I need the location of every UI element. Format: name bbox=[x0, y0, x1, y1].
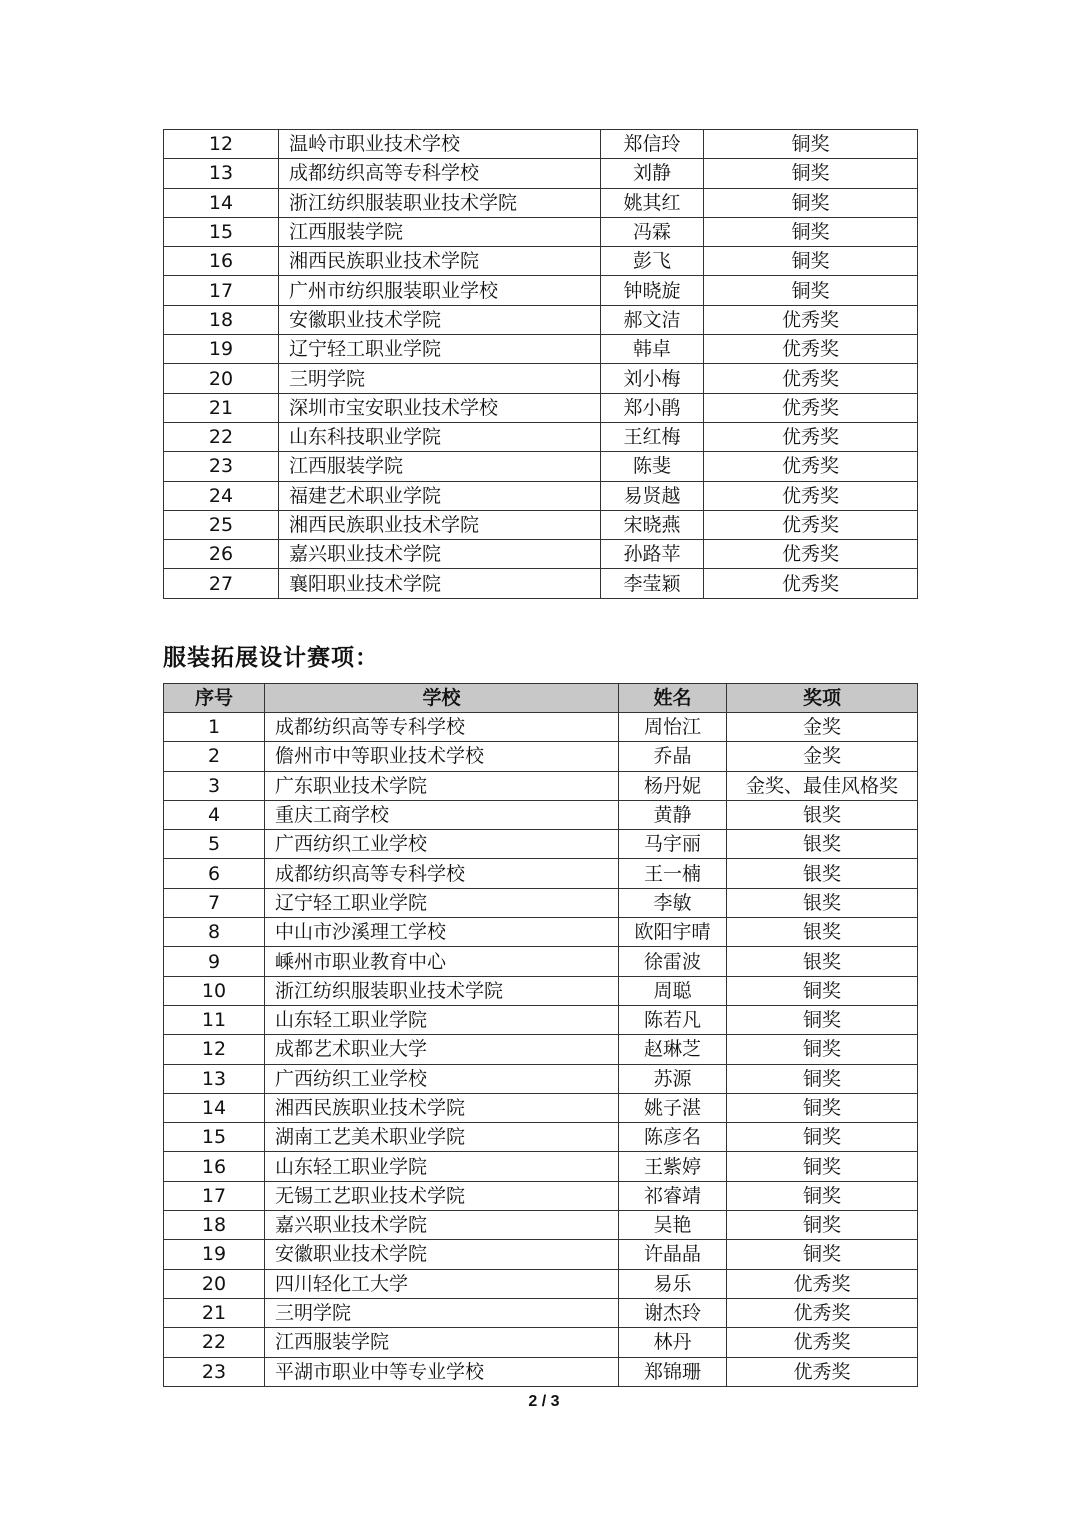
cell-index: 4 bbox=[164, 800, 265, 829]
cell-award: 优秀奖 bbox=[704, 335, 918, 364]
cell-school: 安徽职业技术学院 bbox=[279, 305, 601, 334]
table-row bbox=[164, 393, 918, 422]
cell-name: 陈斐 bbox=[601, 452, 704, 481]
cell-school: 成都纺织高等专科学校 bbox=[279, 159, 601, 188]
awards-table-continued bbox=[163, 129, 918, 599]
cell-index: 15 bbox=[164, 217, 279, 246]
cell-name: 陈彦名 bbox=[619, 1123, 727, 1152]
cell-school: 四川轻化工大学 bbox=[265, 1269, 619, 1298]
cell-index: 15 bbox=[164, 1123, 265, 1152]
cell-award: 优秀奖 bbox=[704, 452, 918, 481]
table-row bbox=[164, 452, 918, 481]
cell-school: 湘西民族职业技术学院 bbox=[279, 247, 601, 276]
cell-index: 20 bbox=[164, 364, 279, 393]
cell-school: 江西服装学院 bbox=[279, 452, 601, 481]
cell-index: 1 bbox=[164, 713, 265, 742]
cell-index: 7 bbox=[164, 888, 265, 917]
cell-award: 铜奖 bbox=[704, 217, 918, 246]
cell-school: 广西纺织工业学校 bbox=[265, 1064, 619, 1093]
cell-index: 12 bbox=[164, 1035, 265, 1064]
cell-name: 郑小鹃 bbox=[601, 393, 704, 422]
cell-index: 5 bbox=[164, 830, 265, 859]
header-name: 姓名 bbox=[619, 684, 727, 713]
page-number: 2 / 3 bbox=[528, 1393, 560, 1410]
cell-award: 优秀奖 bbox=[727, 1269, 918, 1298]
cell-index: 6 bbox=[164, 859, 265, 888]
cell-award: 铜奖 bbox=[727, 1181, 918, 1210]
cell-award: 铜奖 bbox=[704, 247, 918, 276]
cell-school: 成都艺术职业大学 bbox=[265, 1035, 619, 1064]
cell-school: 广西纺织工业学校 bbox=[265, 830, 619, 859]
section-title: 服装拓展设计赛项： bbox=[163, 645, 379, 671]
cell-name: 易乐 bbox=[619, 1269, 727, 1298]
cell-school: 温岭市职业技术学校 bbox=[279, 130, 601, 159]
cell-award: 优秀奖 bbox=[704, 540, 918, 569]
cell-index: 13 bbox=[164, 1064, 265, 1093]
cell-index: 3 bbox=[164, 771, 265, 800]
table-row bbox=[164, 742, 918, 771]
table-row bbox=[164, 510, 918, 539]
cell-school: 广州市纺织服装职业学校 bbox=[279, 276, 601, 305]
cell-school: 江西服装学院 bbox=[265, 1328, 619, 1357]
cell-name: 姚其红 bbox=[601, 188, 704, 217]
cell-school: 三明学院 bbox=[279, 364, 601, 393]
cell-award: 银奖 bbox=[727, 918, 918, 947]
table-row bbox=[164, 1005, 918, 1034]
cell-school: 三明学院 bbox=[265, 1298, 619, 1327]
cell-index: 21 bbox=[164, 1298, 265, 1327]
cell-award: 铜奖 bbox=[704, 276, 918, 305]
table-row bbox=[164, 569, 918, 598]
table-header-row bbox=[164, 684, 918, 713]
cell-school: 山东轻工职业学院 bbox=[265, 1005, 619, 1034]
cell-name: 易贤越 bbox=[601, 481, 704, 510]
cell-index: 12 bbox=[164, 130, 279, 159]
cell-index: 14 bbox=[164, 188, 279, 217]
cell-award: 铜奖 bbox=[727, 1005, 918, 1034]
cell-index: 22 bbox=[164, 422, 279, 451]
cell-index: 17 bbox=[164, 276, 279, 305]
cell-school: 辽宁轻工职业学院 bbox=[265, 888, 619, 917]
table-row bbox=[164, 364, 918, 393]
cell-name: 周怡江 bbox=[619, 713, 727, 742]
cell-index: 21 bbox=[164, 393, 279, 422]
cell-name: 林丹 bbox=[619, 1328, 727, 1357]
cell-name: 李敏 bbox=[619, 888, 727, 917]
table-row bbox=[164, 188, 918, 217]
table-row bbox=[164, 1123, 918, 1152]
cell-name: 马宇丽 bbox=[619, 830, 727, 859]
table-row bbox=[164, 888, 918, 917]
cell-award: 优秀奖 bbox=[704, 305, 918, 334]
cell-award: 银奖 bbox=[727, 800, 918, 829]
cell-award: 优秀奖 bbox=[704, 422, 918, 451]
cell-name: 陈若凡 bbox=[619, 1005, 727, 1034]
cell-index: 23 bbox=[164, 452, 279, 481]
table-row bbox=[164, 1035, 918, 1064]
cell-name: 孙路苹 bbox=[601, 540, 704, 569]
table-row bbox=[164, 1152, 918, 1181]
cell-index: 8 bbox=[164, 918, 265, 947]
cell-index: 25 bbox=[164, 510, 279, 539]
cell-school: 无锡工艺职业技术学院 bbox=[265, 1181, 619, 1210]
cell-index: 19 bbox=[164, 1240, 265, 1269]
table-row bbox=[164, 771, 918, 800]
table-row bbox=[164, 130, 918, 159]
cell-name: 郝文洁 bbox=[601, 305, 704, 334]
cell-school: 安徽职业技术学院 bbox=[265, 1240, 619, 1269]
cell-name: 韩卓 bbox=[601, 335, 704, 364]
cell-award: 铜奖 bbox=[704, 188, 918, 217]
cell-school: 福建艺术职业学院 bbox=[279, 481, 601, 510]
cell-award: 铜奖 bbox=[727, 1211, 918, 1240]
cell-award: 银奖 bbox=[727, 859, 918, 888]
cell-school: 辽宁轻工职业学院 bbox=[279, 335, 601, 364]
cell-name: 郑锦珊 bbox=[619, 1357, 727, 1386]
cell-school: 中山市沙溪理工学校 bbox=[265, 918, 619, 947]
cell-school: 重庆工商学校 bbox=[265, 800, 619, 829]
cell-award: 优秀奖 bbox=[704, 393, 918, 422]
cell-index: 26 bbox=[164, 540, 279, 569]
cell-award: 优秀奖 bbox=[704, 510, 918, 539]
cell-award: 优秀奖 bbox=[727, 1357, 918, 1386]
cell-award: 铜奖 bbox=[727, 1152, 918, 1181]
cell-school: 湘西民族职业技术学院 bbox=[279, 510, 601, 539]
table-row bbox=[164, 800, 918, 829]
cell-award: 铜奖 bbox=[704, 159, 918, 188]
cell-name: 赵琳芝 bbox=[619, 1035, 727, 1064]
cell-index: 20 bbox=[164, 1269, 265, 1298]
cell-index: 24 bbox=[164, 481, 279, 510]
table-row bbox=[164, 859, 918, 888]
cell-school: 山东轻工职业学院 bbox=[265, 1152, 619, 1181]
header-school: 学校 bbox=[265, 684, 619, 713]
cell-name: 刘静 bbox=[601, 159, 704, 188]
cell-name: 李莹颖 bbox=[601, 569, 704, 598]
table-row bbox=[164, 305, 918, 334]
table-row bbox=[164, 830, 918, 859]
cell-name: 谢杰玲 bbox=[619, 1298, 727, 1327]
cell-award: 银奖 bbox=[727, 947, 918, 976]
cell-name: 王紫婷 bbox=[619, 1152, 727, 1181]
table-row bbox=[164, 335, 918, 364]
cell-school: 嘉兴职业技术学院 bbox=[279, 540, 601, 569]
cell-index: 13 bbox=[164, 159, 279, 188]
cell-school: 深圳市宝安职业技术学校 bbox=[279, 393, 601, 422]
cell-award: 铜奖 bbox=[727, 1240, 918, 1269]
table-row bbox=[164, 1328, 918, 1357]
table-row bbox=[164, 918, 918, 947]
cell-index: 9 bbox=[164, 947, 265, 976]
table-row bbox=[164, 1211, 918, 1240]
cell-school: 嘉兴职业技术学院 bbox=[265, 1211, 619, 1240]
cell-school: 广东职业技术学院 bbox=[265, 771, 619, 800]
cell-name: 刘小梅 bbox=[601, 364, 704, 393]
cell-award: 优秀奖 bbox=[704, 569, 918, 598]
cell-award: 优秀奖 bbox=[704, 481, 918, 510]
cell-school: 成都纺织高等专科学校 bbox=[265, 859, 619, 888]
header-award: 奖项 bbox=[727, 684, 918, 713]
cell-school: 襄阳职业技术学院 bbox=[279, 569, 601, 598]
extension-design-awards-table bbox=[163, 683, 918, 1387]
cell-index: 19 bbox=[164, 335, 279, 364]
table-row bbox=[164, 713, 918, 742]
cell-award: 铜奖 bbox=[704, 130, 918, 159]
cell-index: 10 bbox=[164, 976, 265, 1005]
table-row bbox=[164, 1298, 918, 1327]
cell-name: 苏源 bbox=[619, 1064, 727, 1093]
table-row bbox=[164, 1093, 918, 1122]
table-row bbox=[164, 481, 918, 510]
cell-name: 欧阳宇晴 bbox=[619, 918, 727, 947]
cell-name: 徐雷波 bbox=[619, 947, 727, 976]
cell-name: 黄静 bbox=[619, 800, 727, 829]
cell-name: 吴艳 bbox=[619, 1211, 727, 1240]
table-row bbox=[164, 1269, 918, 1298]
cell-index: 14 bbox=[164, 1093, 265, 1122]
cell-school: 成都纺织高等专科学校 bbox=[265, 713, 619, 742]
cell-index: 11 bbox=[164, 1005, 265, 1034]
cell-name: 王一楠 bbox=[619, 859, 727, 888]
table-row bbox=[164, 540, 918, 569]
table-row bbox=[164, 247, 918, 276]
cell-award: 优秀奖 bbox=[727, 1328, 918, 1357]
cell-index: 16 bbox=[164, 1152, 265, 1181]
cell-name: 王红梅 bbox=[601, 422, 704, 451]
cell-award: 金奖 bbox=[727, 713, 918, 742]
cell-name: 彭飞 bbox=[601, 247, 704, 276]
cell-award: 铜奖 bbox=[727, 1035, 918, 1064]
table-row bbox=[164, 217, 918, 246]
cell-school: 儋州市中等职业技术学校 bbox=[265, 742, 619, 771]
cell-school: 嵊州市职业教育中心 bbox=[265, 947, 619, 976]
cell-award: 银奖 bbox=[727, 888, 918, 917]
cell-school: 平湖市职业中等专业学校 bbox=[265, 1357, 619, 1386]
cell-school: 湖南工艺美术职业学院 bbox=[265, 1123, 619, 1152]
cell-index: 22 bbox=[164, 1328, 265, 1357]
cell-index: 17 bbox=[164, 1181, 265, 1210]
cell-school: 山东科技职业学院 bbox=[279, 422, 601, 451]
cell-index: 18 bbox=[164, 305, 279, 334]
table-row bbox=[164, 276, 918, 305]
cell-name: 杨丹妮 bbox=[619, 771, 727, 800]
cell-award: 金奖、最佳风格奖 bbox=[727, 771, 918, 800]
table-row bbox=[164, 976, 918, 1005]
cell-index: 23 bbox=[164, 1357, 265, 1386]
cell-name: 郑信玲 bbox=[601, 130, 704, 159]
cell-name: 周聪 bbox=[619, 976, 727, 1005]
cell-name: 宋晓燕 bbox=[601, 510, 704, 539]
table-row bbox=[164, 1064, 918, 1093]
cell-name: 乔晶 bbox=[619, 742, 727, 771]
cell-index: 18 bbox=[164, 1211, 265, 1240]
cell-name: 钟晓旋 bbox=[601, 276, 704, 305]
table-row bbox=[164, 947, 918, 976]
cell-school: 江西服装学院 bbox=[279, 217, 601, 246]
cell-index: 16 bbox=[164, 247, 279, 276]
cell-award: 铜奖 bbox=[727, 1093, 918, 1122]
cell-school: 湘西民族职业技术学院 bbox=[265, 1093, 619, 1122]
table-row bbox=[164, 422, 918, 451]
table-row bbox=[164, 1240, 918, 1269]
table-row bbox=[164, 1181, 918, 1210]
cell-award: 铜奖 bbox=[727, 1123, 918, 1152]
cell-index: 2 bbox=[164, 742, 265, 771]
cell-award: 金奖 bbox=[727, 742, 918, 771]
header-index: 序号 bbox=[164, 684, 265, 713]
cell-name: 祁睿靖 bbox=[619, 1181, 727, 1210]
cell-award: 铜奖 bbox=[727, 1064, 918, 1093]
cell-name: 冯霖 bbox=[601, 217, 704, 246]
cell-award: 铜奖 bbox=[727, 976, 918, 1005]
table-row bbox=[164, 159, 918, 188]
cell-name: 许晶晶 bbox=[619, 1240, 727, 1269]
cell-award: 优秀奖 bbox=[727, 1298, 918, 1327]
cell-award: 银奖 bbox=[727, 830, 918, 859]
cell-school: 浙江纺织服装职业技术学院 bbox=[265, 976, 619, 1005]
cell-index: 27 bbox=[164, 569, 279, 598]
cell-award: 优秀奖 bbox=[704, 364, 918, 393]
cell-school: 浙江纺织服装职业技术学院 bbox=[279, 188, 601, 217]
cell-name: 姚子湛 bbox=[619, 1093, 727, 1122]
table-row bbox=[164, 1357, 918, 1386]
